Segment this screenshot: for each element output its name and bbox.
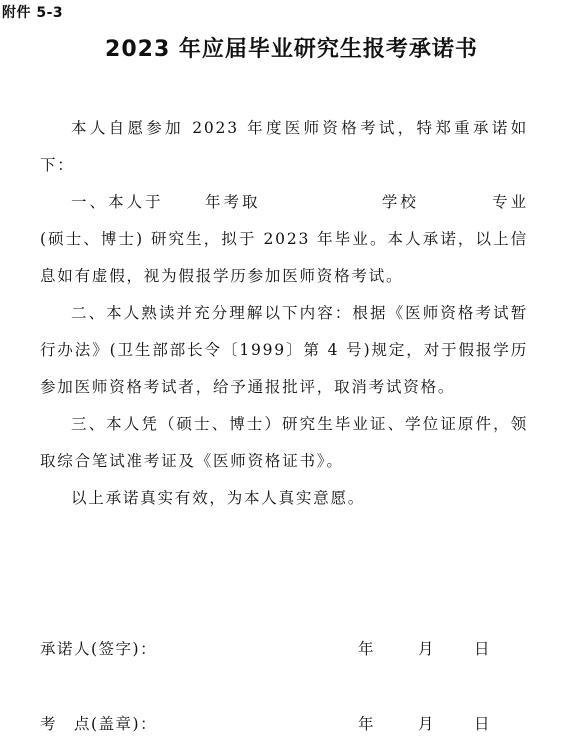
promisor-month-label: 月 (418, 640, 436, 658)
document-body (40, 110, 528, 517)
intro-paragraph: 本人自愿参加 2023 年度医师资格考试，特郑重承诺如下： (40, 119, 528, 174)
closing-paragraph: 以上承诺真实有效，为本人真实意愿。 (71, 489, 366, 507)
attachment-label: 附件 5-3 (2, 5, 64, 21)
item-2-paragraph: 二、本人熟读并充分理解以下内容：根据《医师资格考试暂行办法》(卫生部部长令〔1999〕第 4 号)规定，对于假报学历参加医师资格考试者，给予通报批评，取消考试资格。 (40, 304, 528, 396)
item-1-part-c: 学校 (380, 193, 419, 211)
promisor-label: 承诺人(签字)： (40, 640, 158, 658)
promisor-day-label: 日 (474, 640, 492, 658)
site-month-label: 月 (418, 715, 436, 733)
exam-site-label: 考 点(盖章)： (40, 715, 158, 733)
item-1-part-b: 年考取 (203, 193, 261, 211)
site-year-label: 年 (358, 715, 376, 733)
document-title: 2023 年应届毕业研究生报考承诺书 (105, 37, 478, 62)
item-1-part-a: 一、本人于 (71, 193, 164, 211)
item-1-paragraph (40, 184, 528, 295)
item-1-part-d: 专业(硕士、博士) 研究生，拟于 2023 年毕业。本人承诺，以上信息如有虚假，视为假报学历参加医师资格考试。 (40, 193, 528, 285)
item-3-paragraph: 三、本人凭（硕士、博士）研究生毕业证、学位证原件，领取综合笔试准考证及《医师资格证书》。 (40, 415, 528, 470)
promisor-year-label: 年 (358, 640, 376, 658)
site-day-label: 日 (474, 715, 492, 733)
